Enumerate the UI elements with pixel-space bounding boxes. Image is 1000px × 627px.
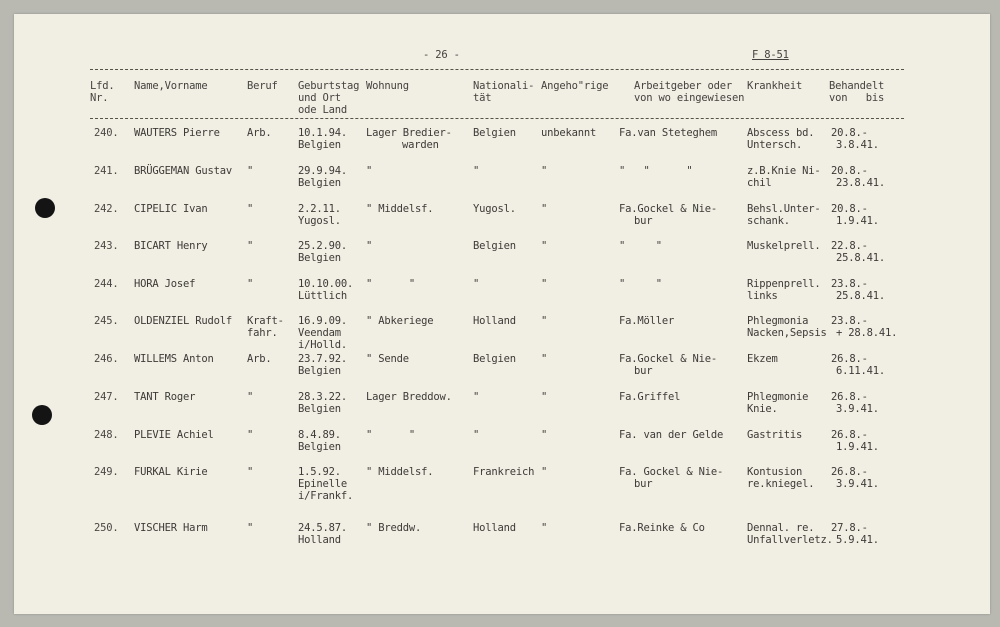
cell-arb1: " " "	[619, 165, 693, 177]
cell-von: 23.8.-	[831, 315, 868, 327]
cell-beruf: "	[247, 203, 254, 215]
cell-von: 23.8.-	[831, 278, 868, 290]
cell-name: PLEVIE Achiel	[134, 429, 214, 441]
cell-nr: 243.	[94, 240, 119, 252]
cell-von: 22.8.-	[831, 240, 868, 252]
cell-nat: "	[473, 429, 480, 441]
cell-arb1: " "	[619, 240, 662, 252]
cell-geb2: Belgien	[298, 403, 341, 415]
cell-kr2: Unfallverletz.	[747, 534, 833, 546]
cell-kr2: links	[747, 290, 778, 302]
cell-name: WILLEMS Anton	[134, 353, 214, 365]
cell-ang: "	[541, 165, 548, 177]
cell-nr: 245.	[94, 315, 119, 327]
cell-nr: 248.	[94, 429, 119, 441]
cell-name: BICART Henry	[134, 240, 208, 252]
cell-kr1: Rippenprell.	[747, 278, 821, 290]
cell-ang: unbekannt	[541, 127, 597, 139]
cell-kr1: Phlegmonie	[747, 391, 809, 403]
cell-kr1: Muskelprell.	[747, 240, 821, 252]
cell-beruf: "	[247, 165, 254, 177]
cell-arb1: Fa.Gockel & Nie-	[619, 353, 717, 365]
cell-ang: "	[541, 278, 548, 290]
cell-arb1: Fa.Griffel	[619, 391, 681, 403]
cell-ang: "	[541, 240, 548, 252]
cell-arb1: Fa. Gockel & Nie-	[619, 466, 724, 478]
cell-ang: "	[541, 203, 548, 215]
cell-bis: + 28.8.41.	[836, 327, 898, 339]
cell-kr1: Phlegmonia	[747, 315, 809, 327]
cell-geb2: Belgien	[298, 252, 341, 264]
col-geburt-line1: Geburtstag	[298, 80, 360, 92]
cell-kr1: Gastritis	[747, 429, 803, 441]
col-geburt-line3: ode Land	[298, 104, 347, 116]
cell-arb1: Fa.Möller	[619, 315, 675, 327]
cell-name: FURKAL Kirie	[134, 466, 208, 478]
cell-ang: "	[541, 391, 548, 403]
cell-beruf: "	[247, 429, 254, 441]
cell-ang: "	[541, 315, 548, 327]
cell-kr2: Knie.	[747, 403, 778, 415]
cell-nat: Holland	[473, 522, 516, 534]
cell-wohn1: " Middelsf.	[366, 203, 434, 215]
cell-nat: Frankreich	[473, 466, 535, 478]
cell-geb1: 24.5.87.	[298, 522, 347, 534]
cell-name: BRÜGGEMAN Gustav	[134, 165, 232, 177]
cell-nr: 247.	[94, 391, 119, 403]
cell-beruf2: fahr.	[247, 327, 278, 339]
cell-arb1: Fa.Reinke & Co	[619, 522, 705, 534]
cell-geb1: 25.2.90.	[298, 240, 347, 252]
cell-kr1: Kontusion	[747, 466, 803, 478]
cell-ang: "	[541, 522, 548, 534]
cell-name: CIPELIC Ivan	[134, 203, 208, 215]
cell-von: 26.8.-	[831, 353, 868, 365]
cell-nat: Belgien	[473, 240, 516, 252]
cell-kr1: Dennal. re.	[747, 522, 815, 534]
cell-wohn1: " Breddw.	[366, 522, 422, 534]
cell-kr2: Nacken,Sepsis	[747, 327, 827, 339]
cell-name: OLDENZIEL Rudolf	[134, 315, 232, 327]
col-geburt-line2: und Ort	[298, 92, 341, 104]
cell-wohn1: Lager Bredier-	[366, 127, 452, 139]
punch-hole-bottom	[32, 405, 52, 425]
cell-von: 26.8.-	[831, 429, 868, 441]
cell-name: TANT Roger	[134, 391, 196, 403]
cell-beruf: "	[247, 278, 254, 290]
cell-geb1: 10.1.94.	[298, 127, 347, 139]
cell-ang: "	[541, 429, 548, 441]
cell-von: 20.8.-	[831, 165, 868, 177]
document-page	[14, 14, 990, 614]
cell-bis: 1.9.41.	[836, 441, 879, 453]
cell-bis: 3.8.41.	[836, 139, 879, 151]
col-lfd-line2: Nr.	[90, 92, 109, 104]
cell-wohn2: warden	[402, 139, 439, 151]
cell-bis: 6.11.41.	[836, 365, 885, 377]
document-reference: F 8-51	[752, 49, 789, 61]
cell-geb1: 16.9.09.	[298, 315, 347, 327]
punch-hole-top	[35, 198, 55, 218]
cell-kr1: Behsl.Unter-	[747, 203, 821, 215]
col-beruf: Beruf	[247, 80, 278, 92]
col-nationalitaet-line2: tät	[473, 92, 492, 104]
cell-nr: 240.	[94, 127, 119, 139]
cell-name: HORA Josef	[134, 278, 196, 290]
cell-bis: 25.8.41.	[836, 252, 885, 264]
col-arbeitgeber-line1: Arbeitgeber oder	[634, 80, 732, 92]
cell-wohn1: " "	[366, 278, 415, 290]
cell-arb1: Fa. van der Gelde	[619, 429, 724, 441]
cell-geb2: Veendam	[298, 327, 341, 339]
cell-kr1: Ekzem	[747, 353, 778, 365]
cell-nr: 250.	[94, 522, 119, 534]
cell-kr2: chil	[747, 177, 772, 189]
cell-geb2: Holland	[298, 534, 341, 546]
cell-beruf: Arb.	[247, 353, 272, 365]
cell-arb2: bur	[634, 365, 653, 377]
col-arbeitgeber-line2: von wo eingewiesen	[634, 92, 745, 104]
cell-nat: "	[473, 278, 480, 290]
cell-kr2: schank.	[747, 215, 790, 227]
cell-bis: 25.8.41.	[836, 290, 885, 302]
cell-nat: Holland	[473, 315, 516, 327]
cell-beruf: "	[247, 240, 254, 252]
cell-bis: 3.9.41.	[836, 478, 879, 490]
cell-nat: "	[473, 391, 480, 403]
cell-nr: 241.	[94, 165, 119, 177]
cell-wohn1: "	[366, 165, 373, 177]
cell-beruf: "	[247, 522, 254, 534]
cell-nat: Yugosl.	[473, 203, 516, 215]
col-lfd-line1: Lfd.	[90, 80, 115, 92]
cell-geb1: 2.2.11.	[298, 203, 341, 215]
cell-nr: 242.	[94, 203, 119, 215]
cell-name: VISCHER Harm	[134, 522, 208, 534]
cell-nr: 244.	[94, 278, 119, 290]
cell-kr1: z.B.Knie Ni-	[747, 165, 821, 177]
cell-geb1: 1.5.92.	[298, 466, 341, 478]
col-nationalitaet-line1: Nationali-	[473, 80, 535, 92]
header-bottom-rule	[90, 118, 904, 119]
cell-wohn1: "	[366, 240, 373, 252]
cell-geb1: 29.9.94.	[298, 165, 347, 177]
cell-geb2: Epinelle	[298, 478, 347, 490]
cell-arb1: Fa.van Steteghem	[619, 127, 717, 139]
cell-ang: "	[541, 466, 548, 478]
cell-beruf: Arb.	[247, 127, 272, 139]
cell-geb3: i/Frankf.	[298, 490, 354, 502]
cell-geb2: Belgien	[298, 177, 341, 189]
cell-bis: 1.9.41.	[836, 215, 879, 227]
cell-geb1: 10.10.00.	[298, 278, 354, 290]
cell-ang: "	[541, 353, 548, 365]
cell-geb1: 8.4.89.	[298, 429, 341, 441]
cell-beruf: "	[247, 466, 254, 478]
cell-geb2: Lüttlich	[298, 290, 347, 302]
cell-nr: 246.	[94, 353, 119, 365]
cell-nat: Belgien	[473, 127, 516, 139]
cell-kr2: re.kniegel.	[747, 478, 815, 490]
cell-bis: 23.8.41.	[836, 177, 885, 189]
cell-von: 20.8.-	[831, 203, 868, 215]
cell-von: 20.8.-	[831, 127, 868, 139]
cell-wohn1: " Sende	[366, 353, 409, 365]
cell-geb3: i/Holld.	[298, 339, 347, 351]
cell-kr1: Abscess bd.	[747, 127, 815, 139]
col-krankheit: Krankheit	[747, 80, 803, 92]
cell-von: 26.8.-	[831, 391, 868, 403]
col-name: Name,Vorname	[134, 80, 208, 92]
page-number: - 26 -	[423, 49, 460, 61]
col-angehoerige: Angeho"rige	[541, 80, 609, 92]
col-wohnung: Wohnung	[366, 80, 409, 92]
cell-wohn1: " "	[366, 429, 415, 441]
cell-nr: 249.	[94, 466, 119, 478]
col-behandelt-line1: Behandelt	[829, 80, 885, 92]
cell-beruf: Kraft-	[247, 315, 284, 327]
cell-name: WAUTERS Pierre	[134, 127, 220, 139]
cell-geb1: 28.3.22.	[298, 391, 347, 403]
cell-wohn1: " Abkeriege	[366, 315, 434, 327]
cell-bis: 3.9.41.	[836, 403, 879, 415]
cell-arb1: " "	[619, 278, 662, 290]
cell-beruf: "	[247, 391, 254, 403]
cell-von: 27.8.-	[831, 522, 868, 534]
cell-geb2: Belgien	[298, 139, 341, 151]
cell-wohn1: " Middelsf.	[366, 466, 434, 478]
cell-wohn1: Lager Breddow.	[366, 391, 452, 403]
cell-arb1: Fa.Gockel & Nie-	[619, 203, 717, 215]
cell-geb2: Belgien	[298, 441, 341, 453]
cell-arb2: bur	[634, 478, 653, 490]
cell-bis: 5.9.41.	[836, 534, 879, 546]
cell-nat: "	[473, 165, 480, 177]
cell-geb1: 23.7.92.	[298, 353, 347, 365]
cell-kr2: Untersch.	[747, 139, 803, 151]
col-behandelt-line2: von bis	[829, 92, 885, 104]
cell-geb2: Yugosl.	[298, 215, 341, 227]
cell-nat: Belgien	[473, 353, 516, 365]
cell-geb2: Belgien	[298, 365, 341, 377]
cell-von: 26.8.-	[831, 466, 868, 478]
cell-arb2: bur	[634, 215, 653, 227]
header-top-rule	[90, 69, 904, 70]
